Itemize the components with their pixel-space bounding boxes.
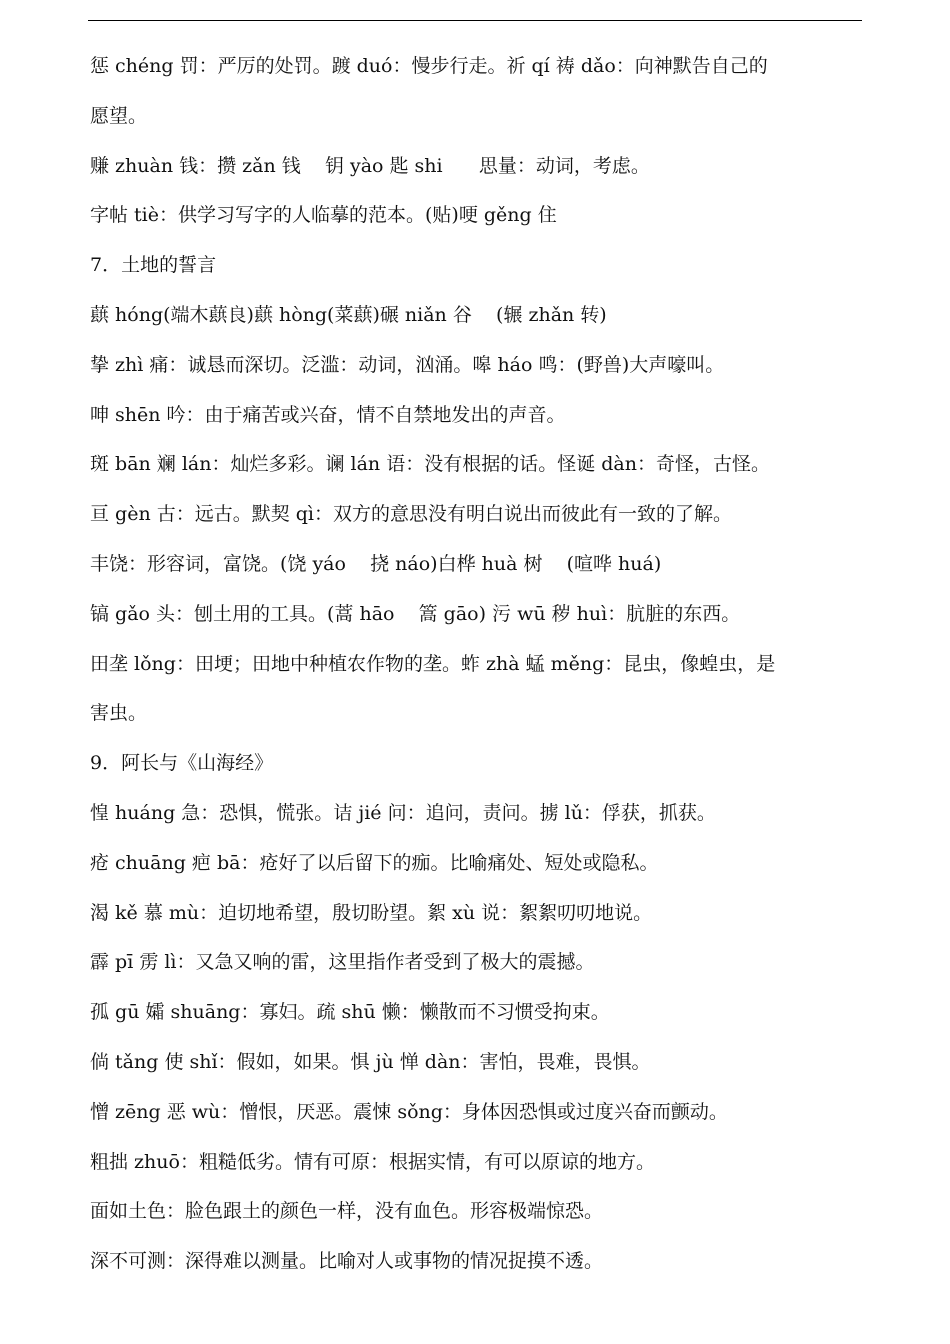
- text-line: 深不可测：深得难以测量。比喻对人或事物的情况捉摸不透。: [90, 1250, 604, 1273]
- text-line: 蕻 hóng(端木蕻良)蕻 hòng(菜蕻)碾 niǎn 谷 (辗 zhǎn 转): [90, 303, 607, 326]
- text-line: 惩 chéng 罚：严厉的处罚。踱 duó：慢步行走。祈 qí 祷 dǎo：向神默告自己的: [90, 55, 768, 77]
- text-line: 丰饶：形容词，富饶。(饶 yáo 挠 náo)白桦 huà 树 (喧哗 huá): [90, 552, 662, 575]
- text-line: 渴 kě 慕 mù：迫切地希望，殷切盼望。絮 xù 说：絮絮叨叨地说。: [90, 901, 653, 924]
- text-line: 呻 shēn 吟：由于痛苦或兴奋，情不自禁地发出的声音。: [90, 403, 566, 426]
- text-line: 斑 bān 斓 lán：灿烂多彩。谰 lán 语：没有根据的话。怪诞 dàn：奇怪，古怪。: [90, 453, 770, 476]
- text-line: 憎 zēng 恶 wù：憎恨，厌恶。震悚 sǒng：身体因恐惧或过度兴奋而颤动。: [90, 1100, 728, 1123]
- text-line: 挚 zhì 痛：诚恳而深切。泛滥：动词，汹涌。嗥 háo 鸣：(野兽)大声嚎叫。: [90, 353, 725, 376]
- text-line: 霹 pī 雳 lì：又急又响的雷，这里指作者受到了极大的震撼。: [90, 951, 595, 974]
- text-line: 田垄 lǒng：田埂；田地中种植农作物的垄。蚱 zhà 蜢 měng：昆虫，像蝗虫，是: [90, 652, 776, 675]
- text-line: 疮 chuāng 疤 bā：疮好了以后留下的痂。比喻痛处、短处或隐私。: [90, 851, 659, 874]
- section-heading: 9．阿长与《山海经》: [90, 752, 274, 775]
- header-rule: [88, 20, 862, 21]
- text-line: 镐 gǎo 头：刨土用的工具。(蒿 hāo 篙 gāo) 污 wū 秽 huì：肮脏的东西。: [90, 602, 741, 625]
- text-line: 字帖 tiè：供学习写字的人临摹的范本。(贴)哽 gěng 住: [90, 204, 557, 227]
- text-line: 惶 huáng 急：恐惧，慌张。诘 jié 问：追问，责问。掳 lǔ：俘获，抓获。: [90, 801, 716, 824]
- text-line: 面如土色：脸色跟土的颜色一样，没有血色。形容极端惊恐。: [90, 1200, 604, 1223]
- text-line: 害虫。: [90, 702, 148, 725]
- text-line: 愿望。: [90, 104, 148, 127]
- text-line: 赚 zhuàn 钱：攒 zǎn 钱 钥 yào 匙 shi 思量：动词，考虑。: [90, 154, 650, 177]
- vocabulary-notes: [90, 47, 860, 1292]
- text-line: 倘 tǎng 使 shǐ：假如，如果。惧 jù 惮 dàn：害怕，畏难，畏惧。: [90, 1050, 651, 1073]
- text-line: 孤 gū 孀 shuāng：寡妇。疏 shū 懒：懒散而不习惯受拘束。: [90, 1001, 610, 1024]
- text-line: 亘 gèn 古：远古。默契 qì：双方的意思没有明白说出而彼此有一致的了解。: [90, 503, 733, 526]
- section-heading: 7．土地的誓言: [90, 254, 217, 277]
- text-line: 粗拙 zhuō：粗糙低劣。情有可原：根据实情，有可以原谅的地方。: [90, 1150, 655, 1173]
